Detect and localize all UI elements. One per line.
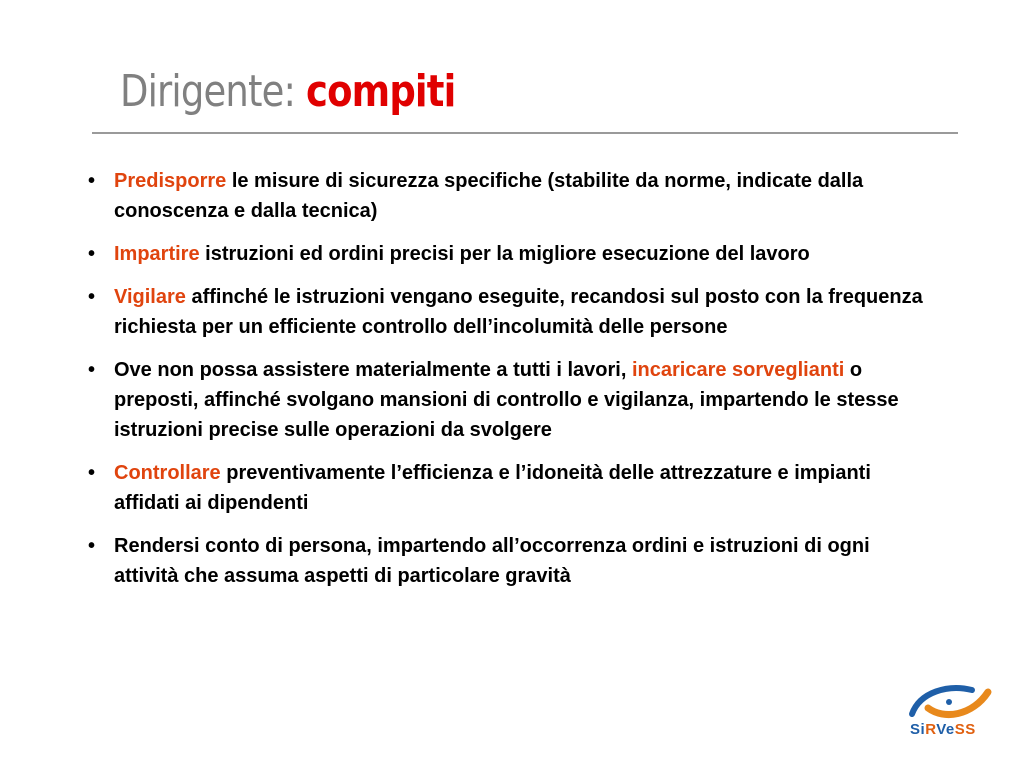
bullet-text: preventivamente l’efficienza e l’idoneità delle attrezzature e impianti affidati ai dipendenti <box>114 462 871 514</box>
bullet-text: istruzioni ed ordini precisi per la migliore esecuzione del lavoro <box>199 243 810 265</box>
logo-wordmark <box>910 721 976 738</box>
bullet-symbol: • <box>88 243 96 265</box>
logo-text-r: R <box>925 721 937 738</box>
bullet-list <box>88 166 928 604</box>
logo-text-ss: SS <box>954 721 976 738</box>
bullet-item-predisporre <box>88 166 928 226</box>
bullet-keyword: Vigilare <box>114 286 186 308</box>
title-divider <box>92 132 958 134</box>
bullet-item-impartire <box>88 239 928 269</box>
sirvess-logo <box>902 680 998 750</box>
eye-swoosh-icon <box>902 680 998 722</box>
slide-title-accent: compiti <box>306 66 456 117</box>
bullet-item-incaricare <box>88 355 928 445</box>
bullet-symbol: • <box>88 286 96 308</box>
slide-title-main: Dirigente: <box>120 66 296 117</box>
bullet-symbol: • <box>88 170 96 192</box>
bullet-text: le misure di sicurezza specifiche (stabilite da norme, indicate dalla conoscenza e dalla tecnica) <box>114 170 864 222</box>
bullet-keyword: Predisporre <box>114 170 227 192</box>
bullet-item-vigilare <box>88 282 928 342</box>
bullet-keyword: incaricare sorveglianti <box>631 359 845 381</box>
bullet-symbol: • <box>88 535 96 557</box>
bullet-symbol: • <box>88 359 96 381</box>
bullet-item-controllare <box>88 458 928 518</box>
bullet-text-before: Ove non possa assistere materialmente a tutti i lavori, <box>114 359 632 381</box>
logo-text-si: Si <box>910 721 926 738</box>
slide-title <box>120 62 455 122</box>
bullet-keyword: Impartire <box>114 243 200 265</box>
bullet-text: Rendersi conto di persona, impartendo all’occorrenza ordini e istruzioni di ogni attività che assuma aspetti di particolare gravità <box>114 535 870 587</box>
bullet-item-rendersi <box>88 531 928 591</box>
bullet-text: o preposti, affinché svolgano mansioni di controllo e vigilanza, impartendo le stesse istruzioni precise sulle operazioni da svolgere <box>114 359 899 441</box>
bullet-text: affinché le istruzioni vengano eseguite, recandosi sul posto con la frequenza richiesta per un efficiente controllo dell’incolumità delle persone <box>114 286 923 338</box>
logo-text-ve: Ve <box>936 721 955 738</box>
bullet-keyword: Controllare <box>114 462 221 484</box>
bullet-symbol: • <box>88 462 96 484</box>
